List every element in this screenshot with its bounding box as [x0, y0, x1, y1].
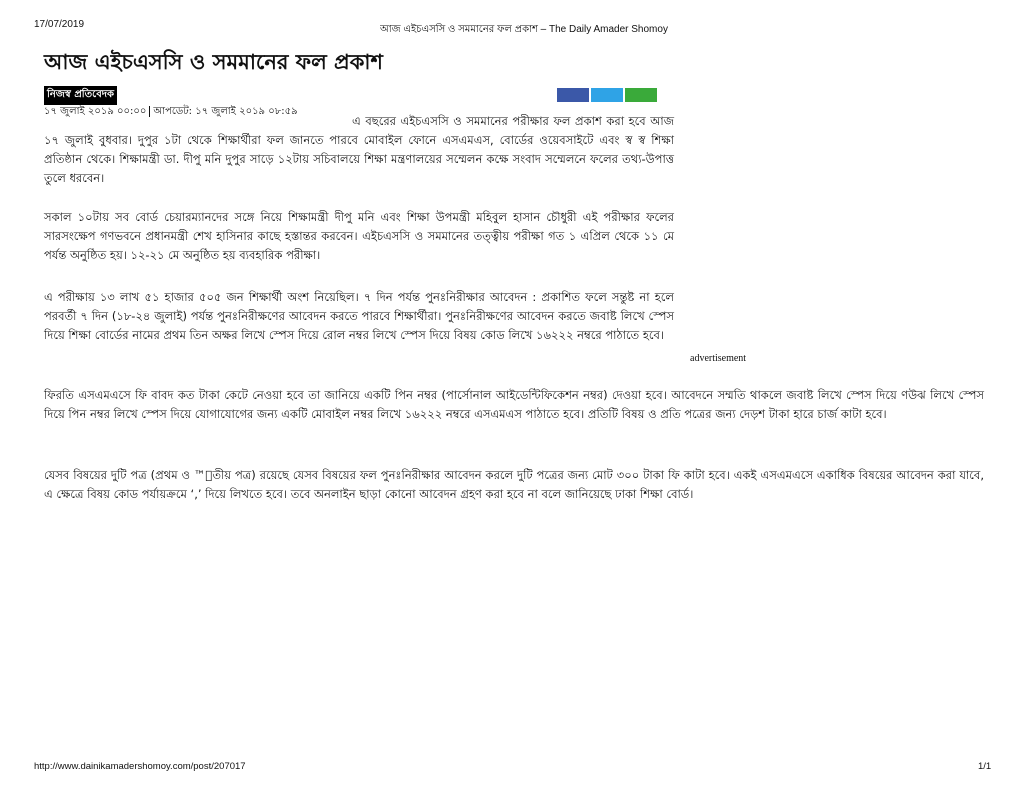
share-buttons	[557, 88, 657, 102]
article-paragraph-3: এ পরীক্ষায় ১৩ লাখ ৫১ হাজার ৫০৫ জন শিক্ষার্থী অংশ নিয়েছিল। ৭ দিন পর্যন্ত পুনঃনিরীক্ষার আবেদন : প্রকাশিত ফলে সন্তুষ্ট না হলে পরবর্তী ৭ দিন (১৮-২৪ জুলাই) পর্যন্ত পুনঃনিরীক্ষণের আবেদন করতে পারবে শিক্ষার্থীরা। পুনঃনিরীক্ষণের আবেদন করতে জবাষ্ট লিখে স্পেস দিয়ে শিক্ষা বোর্ডের নামের প্রথম তিন অক্ষর লিখে স্পেস দিয়ে রোল নম্বর লিখে স্পেস দিয়ে বিষয় কোড লিখে ১৬২২২ নম্বরে পাঠাতে হবে।	[44, 290, 674, 342]
footer-page-number: 1/1	[978, 761, 992, 772]
byline-badge: নিজস্ব প্রতিবেদক	[44, 86, 117, 105]
footer-url: http://www.dainikamadershomoy.com/post/207017	[34, 761, 246, 772]
published-date: ১৭ জুলাই ২০১৯ ০০:০০	[44, 106, 147, 117]
facebook-share-icon[interactable]	[557, 88, 589, 102]
article-paragraph-2: সকাল ১০টায় সব বোর্ড চেয়ারম্যানদের সঙ্গে নিয়ে শিক্ষামন্ত্রী দীপু মনি এবং শিক্ষা উপমন্ত্রী মহিবুল হাসান চৌধুরী এই পরীক্ষার ফলের সারসংক্ষেপ গণভবনে প্রধানমন্ত্রী শেখ হাসিনার কাছে হস্তান্তর করবেন। এইচএসসি ও সমমানের তত্ত্বীয় পরীক্ষা গত ১ এপ্রিল থেকে ১১ মে পর্যন্ত অনুষ্ঠিত হয়। ১২-২১ মে অনুষ্ঠিত হয় ব্যবহারিক পরীক্ষা।	[44, 210, 674, 262]
article-paragraph-5: যেসব বিষয়ের দুটি পত্র (প্রথম ও ™িতীয় পত্র) রয়েছে যেসব বিষয়ের ফল পুনঃনিরীক্ষার আবেদন করলে দুটি পত্রের জন্য মোট ৩০০ টাকা ফি কাটা হবে। একই এসএমএসে একাধিক বিষয়ের আবেদন করা যাবে, এ ক্ষেত্রে বিষয় কোড পর্যায়ক্রমে ‘,’ দিয়ে লিখতে হবে। তবে অনলাইন ছাড়া কোনো আবেদন গ্রহণ করা হবে না বলে জানিয়েছে ঢাকা শিক্ষা বোর্ড।	[44, 468, 984, 501]
print-page-title: আজ এইচএসসি ও সমমানের ফল প্রকাশ – The Daily Amader Shomoy	[380, 24, 668, 35]
article-paragraph-4: ফিরতি এসএমএসে ফি বাবদ কত টাকা কেটে নেওয়া হবে তা জানিয়ে একটি পিন নম্বর (পার্সোনাল আইডেন্টিফিকেশন নম্বর) দেওয়া হবে। আবেদনে সম্মতি থাকলে জবাষ্ট লিখে স্পেস দিয়ে ণউঝ লিখে স্পেস দিয়ে পিন নম্বর লিখে স্পেস দিয়ে যোগাযোগের জন্য একটি মোবাইল নম্বর লিখে ১৬২২২ নম্বরে এসএমএস পাঠাতে হবে। প্রতিটি বিষয় ও প্রতি পত্রের জন্য দেড়শ টাকা হারে চার্জ কাটা হবে।	[44, 388, 984, 421]
print-date: 17/07/2019	[34, 19, 85, 30]
updated-date: আপডেট: ১৭ জুলাই ২০১৯ ০৮:৫৯	[153, 106, 298, 117]
advertisement-label: advertisement	[690, 353, 747, 364]
article-paragraph-1: এ বছরের এইচএসসি ও সমমানের পরীক্ষার ফল প্রকাশ করা হবে আজ ১৭ জুলাই বুধবার। দুপুর ১টা থেকে শিক্ষার্থীরা ফল জানতে পারবে মোবাইল ফোনে এসএমএস, বোর্ডের ওয়েবসাইটে এবং স্ব স্ব শিক্ষা প্রতিষ্ঠান থেকে। শিক্ষামন্ত্রী ডা. দীপু মনি দুপুর সাড়ে ১২টায় সচিবালয়ে শিক্ষা মন্ত্রণালয়ের সম্মেলন কক্ষে সংবাদ সম্মেলনে ফলের তথ্য-উপাত্ত তুলে ধরবেন।	[44, 114, 674, 185]
whatsapp-share-icon[interactable]	[625, 88, 657, 102]
article-headline: আজ এইচএসসি ও সমমানের ফল প্রকাশ	[44, 50, 383, 74]
twitter-share-icon[interactable]	[591, 88, 623, 102]
